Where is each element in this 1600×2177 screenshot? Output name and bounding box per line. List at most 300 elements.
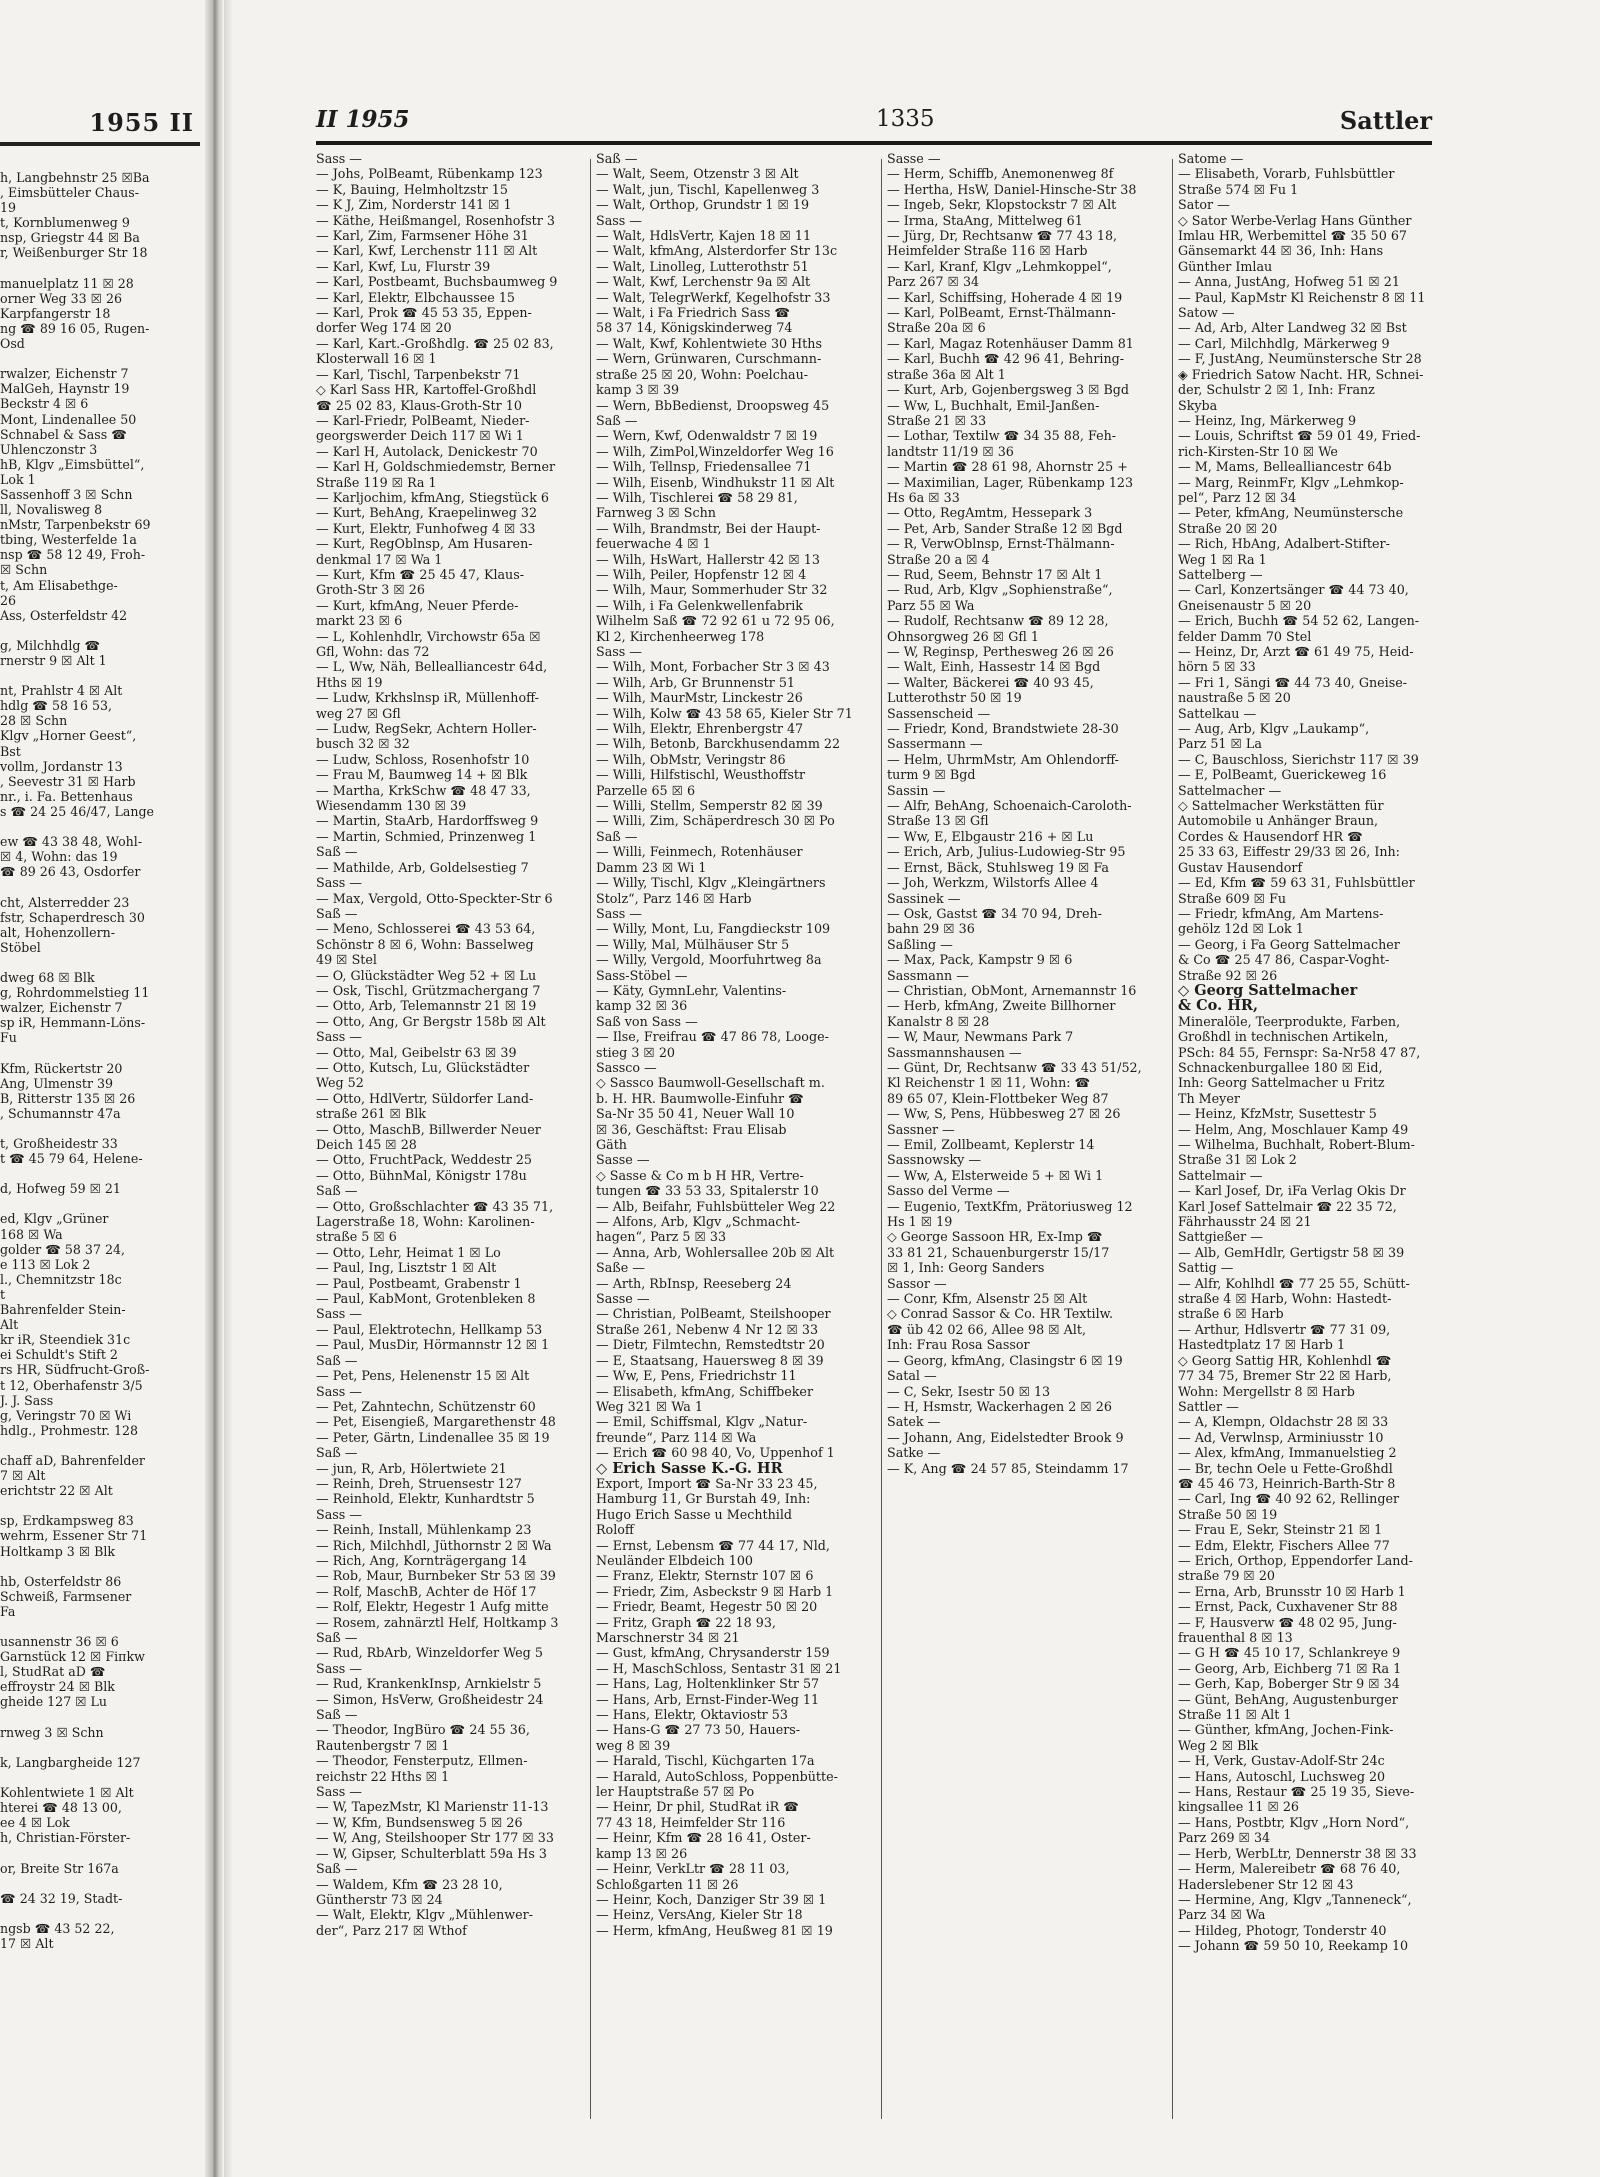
directory-entry-line: Bst: [0, 743, 21, 759]
page-header-volume: II 1955: [316, 106, 410, 133]
directory-entry-line: — Theodor, IngBüro ☎ 24 55 36,: [316, 1722, 530, 1738]
directory-entry-line: — Kurt, BehAng, Kraepelinweg 32: [316, 505, 538, 521]
directory-entry-line: — Karl, Kwf, Lerchenstr 111 ☒ Alt: [316, 243, 538, 259]
directory-entry-line: — Rosem, zahnärztl Helf, Holtkamp 3: [316, 1614, 559, 1630]
directory-entry-line: — Peter, kfmAng, Neumünstersche: [1178, 505, 1404, 521]
directory-entry-line: Hastedtplatz 17 ☒ Harb 1: [1178, 1337, 1346, 1353]
directory-entry-line: Uhlenczonstr 3: [0, 441, 98, 457]
directory-entry-line: — Fri 1, Sängi ☎ 44 73 40, Gneise-: [1178, 674, 1408, 690]
directory-entry-line: — Meno, Schlosserei ☎ 43 53 64,: [316, 921, 536, 937]
directory-entry-line: — Käty, GymnLehr, Valentins-: [596, 982, 787, 998]
directory-entry-line: reichstr 22 Hths ☒ 1: [316, 1768, 450, 1784]
directory-entry-line: Kohlentwiete 1 ☒ Alt: [0, 1785, 134, 1801]
directory-entry-line: freunde“, Parz 114 ☒ Wa: [596, 1429, 757, 1445]
directory-entry-line: Sassinek —: [887, 890, 961, 906]
directory-entry-line: hörn 5 ☒ 33: [1178, 659, 1256, 675]
directory-entry-line: Sassin —: [887, 782, 946, 798]
directory-entry-line: Sass —: [316, 1383, 362, 1399]
directory-entry-line: [0, 1619, 200, 1634]
directory-entry-line: t 12, Oberhafenstr 3/5: [0, 1377, 143, 1393]
directory-entry-line: — E, Staatsang, Hauersweg 8 ☒ 39: [596, 1352, 824, 1368]
directory-entry-line: — A, Klempn, Oldachstr 28 ☒ 33: [1178, 1414, 1389, 1430]
directory-entry-line: straße 79 ☒ 20: [1178, 1568, 1275, 1584]
directory-entry-line: 7 ☒ Alt: [0, 1468, 46, 1484]
directory-entry-line: landtstr 11/19 ☒ 36: [887, 443, 1014, 459]
directory-entry-line: Kanalstr 8 ☒ 28: [887, 1013, 990, 1029]
directory-entry-line: — Ludw, Krkhslnsp iR, Müllenhoff-: [316, 690, 539, 706]
directory-entry-line: Klgv „Horner Geest“,: [0, 728, 137, 744]
directory-entry-line: Sattgießer —: [1178, 1229, 1263, 1245]
directory-entry-line: Straße 50 ☒ 19: [1178, 1506, 1278, 1522]
directory-entry-line: k, Langbargheide 127: [0, 1754, 141, 1770]
directory-entry-line: der“, Parz 217 ☒ Wthof: [316, 1922, 467, 1938]
directory-entry-line: chaff aD, Bahrenfelder: [0, 1452, 145, 1468]
directory-entry-line: — Willy, Mont, Lu, Fangdieckstr 109: [596, 921, 831, 937]
directory-entry-line: Weg 321 ☒ Wa 1: [596, 1398, 703, 1414]
directory-entry-line: Sass-Stöbel —: [596, 967, 688, 983]
directory-entry-line: ◇ Sasse & Co m b H HR, Vertre-: [596, 1167, 804, 1183]
directory-entry-line: — Hans, Arb, Ernst-Finder-Weg 11: [596, 1691, 820, 1707]
directory-entry-line: Sass —: [316, 1784, 362, 1800]
directory-entry-line: Sassermann —: [887, 736, 983, 752]
directory-entry-line: Gustav Hausendorf: [1178, 859, 1303, 875]
directory-entry-line: — Karl, Kranf, Klgv „Lehmkoppel“,: [887, 258, 1112, 274]
directory-entry-line: — Johs, PolBeamt, Rübenkamp 123: [316, 166, 543, 182]
directory-entry-line: Sass —: [596, 212, 642, 228]
directory-entry-line: ◇ Sator Werbe-Verlag Hans Günther: [1178, 212, 1412, 228]
directory-entry-line: — K, Ang ☎ 24 57 85, Steindamm 17: [887, 1460, 1129, 1476]
directory-entry-line: Straße 11 ☒ Alt 1: [1178, 1707, 1292, 1723]
directory-entry-line: — Ww, E, Pens, Friedrichstr 11: [596, 1368, 797, 1384]
directory-entry-line: effroystr 24 ☒ Blk: [0, 1679, 115, 1695]
directory-entry-line: ☎ 89 26 43, Osdorfer: [0, 864, 141, 880]
directory-entry-line: Straße 20a ☒ 6: [887, 320, 986, 336]
directory-entry-line: 89 65 07, Klein-Flottbeker Weg 87: [887, 1090, 1109, 1106]
directory-entry-line: — Paul, Postbeamt, Grabenstr 1: [316, 1275, 522, 1291]
directory-entry-line: Straße 20 a ☒ 4: [887, 551, 990, 567]
directory-entry-line: — Johann ☎ 59 50 10, Reekamp 10: [1178, 1938, 1409, 1954]
directory-entry-line: — Johann, Ang, Eidelstedter Brook 9: [887, 1429, 1124, 1445]
directory-entry-line: Skyba: [1178, 397, 1218, 413]
directory-entry-line: — Max, Pack, Kampstr 9 ☒ 6: [887, 952, 1073, 968]
directory-entry-line: Sass —: [316, 1660, 362, 1676]
directory-entry-line: — Otto, RegAmtm, Hessepark 3: [887, 505, 1093, 521]
directory-entry-line: Marschnerstr 34 ☒ 21: [596, 1630, 740, 1645]
directory-entry-line: — Paul, Ing, Lisztstr 1 ☒ Alt: [316, 1260, 497, 1276]
directory-entry-line: — Willy, Mal, Mülhäuser Str 5: [596, 936, 790, 952]
directory-entry-line: — Hans, Restaur ☎ 25 19 35, Sieve-: [1178, 1784, 1415, 1800]
directory-entry-line: Schönstr 8 ☒ 6, Wohn: Basselweg: [316, 936, 534, 952]
directory-entry-line: Sattelberg —: [1178, 566, 1263, 582]
directory-entry-line: — Joh, Werkzm, Wilstorfs Allee 4: [887, 875, 1099, 891]
directory-entry-line: Gänsemarkt 44 ☒ 36, Inh: Hans: [1178, 243, 1384, 259]
directory-entry-line: Lutterothstr 50 ☒ 19: [887, 690, 1022, 706]
directory-entry-line: — Otto, BühnMal, Königstr 178u: [316, 1167, 527, 1183]
directory-entry-line: — Karljochim, kfmAng, Stiegstück 6: [316, 489, 549, 505]
directory-entry-line: , Schumannstr 47a: [0, 1105, 121, 1121]
directory-entry-line: — Rich, HbAng, Adalbert-Stifter-: [1178, 536, 1390, 552]
directory-entry-line: — Wilhelma, Buchhalt, Robert-Blum-: [1178, 1137, 1415, 1152]
directory-entry-line: Rautenbergstr 7 ☒ 1: [316, 1737, 450, 1753]
directory-entry-line: rwalzer, Eichenstr 7: [0, 366, 129, 382]
directory-entry-line: straße 5 ☒ 6: [316, 1229, 397, 1245]
directory-entry-line: Hs 1 ☒ 19: [887, 1214, 953, 1230]
directory-entry-line: — Karl, Zim, Farmsener Höhe 31: [316, 228, 529, 244]
directory-entry-line: — Wilh, Mont, Forbacher Str 3 ☒ 43: [596, 659, 830, 675]
directory-entry-line: Sasse —: [596, 1291, 650, 1307]
directory-entry-line: Parzelle 65 ☒ 6: [596, 782, 696, 798]
directory-entry-line: — Emil, Schiffsmal, Klgv „Natur-: [596, 1414, 808, 1430]
directory-entry-line: frauenthal 8 ☒ 13: [1178, 1630, 1293, 1645]
directory-entry-line: B, Ritterstr 135 ☒ 26: [0, 1090, 136, 1106]
directory-entry-line: Straße 261, Nebenw 4 Nr 12 ☒ 33: [596, 1321, 819, 1337]
directory-entry-line: — Wilh, Elektr, Ehrenbergstr 47: [596, 721, 804, 737]
directory-entry-line: — Helm, Ang, Moschlauer Kamp 49: [1178, 1121, 1409, 1137]
directory-entry-line: — Walter, Bäckerei ☎ 40 93 45,: [887, 674, 1094, 690]
directory-page: [290, 0, 1440, 2177]
directory-entry-line: — Eugenio, TextKfm, Prätoriusweg 12: [887, 1198, 1133, 1214]
directory-entry-line: ☒ 1, Inh: Georg Sanders: [887, 1260, 1045, 1276]
directory-entry-line: Sattelmacher —: [1178, 782, 1282, 798]
directory-entry-line: g, Rohrdommelstieg 11: [0, 985, 150, 1001]
directory-entry-line: ☒ 4, Wohn: das 19: [0, 849, 118, 865]
directory-entry-line: 19: [0, 200, 17, 216]
directory-entry-line: orner Weg 33 ☒ 26: [0, 290, 122, 306]
directory-entry-line: Lagerstraße 18, Wohn: Karolinen-: [316, 1214, 535, 1230]
directory-entry-line: [0, 955, 200, 970]
directory-entry-line: [0, 1876, 200, 1891]
directory-entry-line: rnweg 3 ☒ Schn: [0, 1724, 104, 1740]
directory-entry-line: Saße —: [596, 1260, 645, 1276]
directory-entry-line: Holtkamp 3 ☒ Blk: [0, 1543, 116, 1559]
directory-entry-line: — H, MaschSchloss, Sentastr 31 ☒ 21: [596, 1660, 842, 1676]
directory-entry-line: Sassenhoff 3 ☒ Schn: [0, 486, 133, 502]
directory-entry-line: — Walt, Einh, Hassestr 14 ☒ Bgd: [887, 659, 1101, 675]
directory-entry-line: Lok 1: [0, 471, 36, 487]
directory-entry-line: — Carl, Ing ☎ 40 92 62, Rellinger: [1178, 1491, 1400, 1507]
directory-entry-line: Weg 52: [316, 1075, 364, 1091]
directory-entry-line: — Heinz, KfzMstr, Susettestr 5: [1178, 1106, 1377, 1122]
directory-entry-line: Fährhausstr 24 ☒ 21: [1178, 1214, 1312, 1230]
directory-entry-line: [0, 261, 200, 276]
directory-entry-line: — Edm, Elektr, Fischers Allee 77: [1178, 1537, 1390, 1553]
directory-entry-line: — Theodor, Fensterputz, Ellmen-: [316, 1753, 528, 1769]
directory-entry-line: Heimfelder Straße 116 ☒ Harb: [887, 243, 1088, 259]
directory-entry-line: Ang, Ulmenstr 39: [0, 1075, 113, 1091]
directory-entry-line: Ass, Osterfeldstr 42: [0, 607, 128, 623]
directory-entry-line: — Jürg, Dr, Rechtsanw ☎ 77 43 18,: [887, 228, 1118, 244]
directory-entry-line: Saßling —: [887, 936, 953, 952]
directory-entry-line: — Walt, Elektr, Klgv „Mühlenwer-: [316, 1907, 534, 1923]
directory-entry-line: — Günt, Dr, Rechtsanw ☎ 33 43 51/52,: [887, 1059, 1142, 1075]
directory-entry-line: — L, Ww, Näh, Bellealliancestr 64d,: [316, 659, 548, 675]
directory-entry-line: Haderslebener Str 12 ☒ 43: [1178, 1876, 1354, 1892]
directory-entry-line: — Otto, Ang, Gr Bergstr 158b ☒ Alt: [316, 1013, 546, 1029]
directory-entry-line: ew ☎ 43 38 48, Wohl-: [0, 834, 143, 850]
directory-entry-line: — Otto, Mal, Geibelstr 63 ☒ 39: [316, 1044, 517, 1060]
directory-entry-line: h, Christian-Förster-: [0, 1830, 131, 1846]
directory-entry-line: Damm 23 ☒ Wi 1: [596, 859, 707, 875]
directory-entry-line: Alt: [0, 1317, 19, 1333]
directory-entry-line: tbing, Westerfelde 1a: [0, 532, 137, 548]
directory-entry-line: — Georg, Arb, Eichberg 71 ☒ Ra 1: [1178, 1660, 1402, 1676]
directory-entry-line: vollm, Jordanstr 13: [0, 758, 123, 774]
directory-entry-line: Saß —: [596, 828, 638, 844]
directory-entry-line: Beckstr 4 ☒ 6: [0, 396, 89, 412]
directory-entry-line: — Willi, Stellm, Semperstr 82 ☒ 39: [596, 798, 823, 814]
directory-entry-line: Güntherstr 73 ☒ 24: [316, 1891, 443, 1907]
directory-entry-line: — Conr, Kfm, Alsenstr 25 ☒ Alt: [887, 1291, 1088, 1307]
directory-entry-line: b. H. HR. Baumwolle-Einfuhr ☎: [596, 1090, 804, 1106]
directory-entry-line: Kl 2, Kirchenheerweg 178: [596, 628, 765, 644]
page-number: 1335: [876, 106, 935, 132]
column-divider: [881, 159, 882, 2119]
directory-entry-line: — Aug, Arb, Klgv „Laukamp“,: [1178, 721, 1370, 737]
directory-entry-line: — Erich ☎ 60 98 40, Vo, Uppenhof 1: [596, 1445, 835, 1461]
directory-entry-line: — Friedr, Beamt, Hegestr 50 ☒ 20: [596, 1599, 818, 1615]
directory-entry-line: sp, Erdkampsweg 83: [0, 1513, 134, 1529]
column-divider: [1172, 159, 1173, 2119]
directory-entry-line: — Hans, Postbtr, Klgv „Horn Nord“,: [1178, 1814, 1410, 1830]
directory-entry-line: — Alfr, Kohlhdl ☎ 77 25 55, Schütt-: [1178, 1275, 1410, 1291]
directory-entry-line: t, Am Elisabethge-: [0, 577, 118, 593]
directory-entry-line: — Wern, Grünwaren, Curschmann-: [596, 351, 822, 367]
directory-entry-line: weg 8 ☒ 39: [596, 1737, 671, 1753]
directory-entry-line: Parz 55 ☒ Wa: [887, 597, 975, 613]
directory-entry-line: — Erna, Arb, Brunsstr 10 ☒ Harb 1: [1178, 1583, 1406, 1599]
directory-entry-line: — Wilh, Arb, Gr Brunnenstr 51: [596, 674, 795, 690]
directory-entry-line: h, Langbehnstr 25 ☒Ba: [0, 170, 150, 185]
directory-entry-line: — E, PolBeamt, Guerickeweg 16: [1178, 767, 1387, 783]
directory-entry-line: — Paul, KapMstr Kl Reichenstr 8 ☒ 11: [1178, 289, 1426, 305]
directory-entry-line: Kl Reichenstr 1 ☒ 11, Wohn: ☎: [887, 1075, 1091, 1091]
directory-entry-line: — Alb, GemHdlr, Gertigstr 58 ☒ 39: [1178, 1244, 1405, 1260]
directory-entry-line: Straße 119 ☒ Ra 1: [316, 474, 437, 490]
directory-entry-line: Straße 13 ☒ Gfl: [887, 813, 989, 829]
directory-entry-line: Sassnowsky —: [887, 1152, 982, 1168]
directory-entry-line: — Ludw, Schloss, Rosenhofstr 10: [316, 751, 530, 767]
directory-entry-line: kamp 13 ☒ 26: [596, 1845, 688, 1861]
directory-entry-line: — Herm, Schiffb, Anemonenweg 8f: [887, 166, 1114, 182]
directory-entry-line: — Gust, kfmAng, Chrysanderstr 159: [596, 1645, 830, 1661]
directory-entry-line: — Friedr, Zim, Asbeckstr 9 ☒ Harb 1: [596, 1583, 834, 1599]
directory-entry-line: — Heinr, Dr phil, StudRat iR ☎: [596, 1799, 800, 1815]
directory-entry-line: — Wilh, Tischlerei ☎ 58 29 81,: [596, 489, 798, 505]
directory-entry-line: Sassenscheid —: [887, 705, 991, 721]
directory-entry-line: — Hertha, HsW, Daniel-Hinsche-Str 38: [887, 181, 1137, 197]
directory-entry-line: — Wilh, MaurMstr, Linckestr 26: [596, 690, 803, 706]
directory-entry-line: Sattler —: [1178, 1398, 1239, 1414]
directory-entry-line: nsp ☎ 58 12 49, Froh-: [0, 547, 146, 563]
directory-entry-line: — Karl, Buchh ☎ 42 96 41, Behring-: [887, 351, 1125, 367]
directory-entry-line: Sasse —: [596, 1152, 650, 1168]
directory-entry-line: — Ww, E, Elbgaustr 216 + ☒ Lu: [887, 828, 1094, 844]
directory-entry-line: Sass —: [596, 644, 642, 659]
directory-entry-line: Neuländer Elbdeich 100: [596, 1552, 753, 1568]
directory-entry-line: — Walt, TelegrWerkf, Kegelhofstr 33: [596, 289, 831, 305]
directory-entry-line: — Lothar, Textilw ☎ 34 35 88, Feh-: [887, 428, 1117, 444]
directory-entry-line: stieg 3 ☒ 20: [596, 1044, 675, 1060]
directory-entry-line: — Peter, Gärtn, Lindenallee 35 ☒ 19: [316, 1429, 550, 1445]
directory-entry-line: ◇ Karl Sass HR, Kartoffel-Großhdl: [316, 382, 537, 398]
directory-entry-line: — Mathilde, Arb, Goldelsestieg 7: [316, 859, 529, 875]
directory-entry-line: Saß —: [596, 412, 638, 428]
directory-entry-line: Farnweg 3 ☒ Schn: [596, 505, 716, 521]
directory-entry-line: — Rolf, MaschB, Achter de Höf 17: [316, 1583, 537, 1599]
directory-entry-line: — Elisabeth, Vorarb, Fuhlsbüttler: [1178, 166, 1395, 182]
directory-entry-line: — G H ☎ 45 10 17, Schlankreye 9: [1178, 1645, 1401, 1661]
directory-entry-line: — Wern, BbBedienst, Droopsweg 45: [596, 397, 830, 413]
directory-entry-line: — Käthe, Heißmangel, Rosenhofstr 3: [316, 212, 555, 228]
directory-entry-line: — Otto, MaschB, Billwerder Neuer: [316, 1121, 541, 1137]
directory-entry-line: hB, Klgv „Eimsbüttel“,: [0, 456, 145, 472]
directory-entry-line: — Christian, PolBeamt, Steilshooper: [596, 1306, 831, 1322]
directory-entry-line: ◇ Georg Sattig HR, Kohlenhdl ☎: [1178, 1352, 1392, 1368]
directory-entry-line: — Kurt, Kfm ☎ 25 45 47, Klaus-: [316, 566, 525, 582]
directory-entry-line: — Ludw, RegSekr, Achtern Holler-: [316, 721, 537, 737]
directory-entry-line: Saß —: [316, 1630, 358, 1645]
directory-entry-line: — Hans, Elektr, Oktaviostr 53: [596, 1707, 788, 1723]
directory-entry-line: — Wilh, Tellnsp, Friedensallee 71: [596, 459, 812, 475]
left-page-header: 1955 II: [89, 108, 194, 137]
directory-entry-line: Sass —: [316, 1029, 362, 1045]
directory-entry-line: J. J. Sass: [0, 1392, 54, 1408]
directory-entry-line: — Kurt, kfmAng, Neuer Pferde-: [316, 597, 519, 613]
directory-entry-line: bahn 29 ☒ 36: [887, 921, 975, 937]
directory-entry-line: — Wilh, ObMstr, Veringstr 86: [596, 751, 786, 767]
directory-entry-line: — W, Maur, Newmans Park 7: [887, 1029, 1074, 1045]
directory-entry-line: nsp, Griegstr 44 ☒ Ba: [0, 230, 140, 246]
directory-entry-line: Satow —: [1178, 305, 1235, 321]
directory-entry-line: Sasse —: [887, 151, 941, 166]
directory-entry-line: — Rud, Seem, Behnstr 17 ☒ Alt 1: [887, 566, 1103, 582]
directory-entry-line: hdlg ☎ 58 16 53,: [0, 698, 113, 714]
directory-entry-line: Satome —: [1178, 151, 1244, 166]
directory-entry-line: [0, 819, 200, 834]
directory-entry-line: , Eimsbütteler Chaus-: [0, 185, 139, 201]
directory-entry-line: — Walt, Seem, Otzenstr 3 ☒ Alt: [596, 166, 799, 182]
directory-entry-line: — Alfr, BehAng, Schoenaich-Caroloth-: [887, 798, 1132, 814]
left-page-column: [0, 170, 200, 1951]
directory-entry-line: Sator —: [1178, 197, 1230, 213]
directory-entry-line: ngsb ☎ 43 52 22,: [0, 1920, 115, 1936]
directory-entry-line: fstr, Schaperdresch 30: [0, 909, 145, 925]
directory-entry-line: Mont, Lindenallee 50: [0, 411, 137, 427]
directory-entry-line: — Ernst, Bäck, Stuhlsweg 19 ☒ Fa: [887, 859, 1109, 875]
directory-entry-line: — Günther, kfmAng, Jochen-Fink-: [1178, 1722, 1394, 1738]
directory-entry-line: — Ilse, Freifrau ☎ 47 86 78, Looge-: [596, 1029, 829, 1045]
directory-entry-line: — H, Hsmstr, Wackerhagen 2 ☒ 26: [887, 1398, 1112, 1414]
directory-entry-line: naustraße 5 ☒ 20: [1178, 690, 1291, 706]
directory-entry-line: — Osk, Gastst ☎ 34 70 94, Dreh-: [887, 905, 1102, 921]
directory-entry-line: alt, Hohenzollern-: [0, 924, 115, 940]
directory-entry-line: Bahrenfelder Stein-: [0, 1302, 126, 1318]
directory-entry-line: — K J, Zim, Norderstr 141 ☒ 1: [316, 197, 512, 213]
directory-entry-line: — Rolf, Elektr, Hegestr 1 Aufg mitte: [316, 1599, 549, 1615]
directory-entry-line: — Martin, StaArb, Hardorffsweg 9: [316, 813, 539, 829]
directory-entry-line: erichtstr 22 ☒ Alt: [0, 1483, 113, 1499]
directory-entry-line: PSch: 84 55, Fernspr: Sa-Nr58 47 87,: [1178, 1044, 1421, 1060]
directory-entry-line: g, Milchhdlg ☎: [0, 637, 101, 653]
directory-entry-line: Sasso del Verme —: [887, 1183, 1010, 1199]
directory-entry-line: Gneisenaustr 5 ☒ 20: [1178, 597, 1312, 613]
directory-entry-line: — Walt, Linolleg, Lutterothstr 51: [596, 258, 809, 274]
directory-entry-line: 77 43 18, Heimfelder Str 116: [596, 1814, 786, 1830]
directory-entry-line: kr iR, Steendiek 31c: [0, 1332, 131, 1348]
directory-entry-line: — Wilh, Brandmstr, Bei der Haupt-: [596, 520, 821, 536]
directory-entry-line: straße 25 ☒ 20, Wohn: Poelchau-: [596, 366, 809, 382]
directory-entry-line: — Friedr, Kond, Brandstwiete 28-30: [887, 721, 1119, 737]
directory-entry-line: — Reinhold, Elektr, Kunhardtstr 5: [316, 1491, 535, 1507]
directory-entry-line: hb, Osterfeldstr 86: [0, 1573, 122, 1589]
directory-entry-line: Osd: [0, 336, 25, 352]
directory-entry-line: — Walt, HdlsVertr, Kajen 18 ☒ 11: [596, 228, 812, 244]
directory-entry-line: rich-Kirsten-Str 10 ☒ We: [1178, 443, 1338, 459]
directory-entry-line: — Walt, Orthop, Grundstr 1 ☒ 19: [596, 197, 810, 213]
directory-entry-line: l, StudRat aD ☎: [0, 1664, 106, 1680]
directory-entry-line: , Seevestr 31 ☒ Harb: [0, 773, 136, 789]
directory-entry-line: — Br, techn Oele u Fette-Großhdl: [1178, 1460, 1393, 1476]
directory-entry-line: straße 6 ☒ Harb: [1178, 1306, 1284, 1322]
directory-entry-line: Sattelkau —: [1178, 705, 1257, 721]
directory-entry-line: — Ww, S, Pens, Hübbesweg 27 ☒ 26: [887, 1106, 1121, 1122]
directory-entry-line: — Willi, Zim, Schäperdresch 30 ☒ Po: [596, 813, 835, 829]
directory-entry-line: Sassmannshausen —: [887, 1044, 1022, 1060]
directory-entry-line: — K, Bauing, Helmholtzstr 15: [316, 181, 508, 197]
directory-entry-line: — Arth, RbInsp, Reeseberg 24: [596, 1275, 792, 1291]
directory-entry-line: — Karl, Tischl, Tarpenbekstr 71: [316, 366, 521, 382]
directory-entry-line: Schnackenburgallee 180 ☒ Eid,: [1178, 1059, 1383, 1075]
directory-entry-line: — Kurt, RegOblnsp, Am Husaren-: [316, 536, 533, 552]
directory-entry-line: ee 4 ☒ Lok: [0, 1815, 70, 1831]
directory-entry-line: weg 27 ☒ Gfl: [316, 705, 401, 721]
directory-entry-line: wehrm, Essener Str 71: [0, 1528, 148, 1544]
directory-entry-line: denkmal 17 ☒ Wa 1: [316, 551, 443, 567]
directory-entry-line: — Alfons, Arb, Klgv „Schmacht-: [596, 1214, 801, 1230]
directory-entry-line: — W, Gipser, Schulterblatt 59a Hs 3: [316, 1845, 547, 1861]
directory-entry-line: — Heinz, VersAng, Kieler Str 18: [596, 1907, 803, 1923]
directory-entry-line: — Heinr, Koch, Danziger Str 39 ☒ 1: [596, 1891, 827, 1907]
directory-column-1: [316, 151, 584, 2126]
directory-entry-line: — Martin ☎ 28 61 98, Ahornstr 25 +: [887, 459, 1128, 475]
directory-entry-line: — Wilh, Betonb, Barckhusendamm 22: [596, 736, 841, 752]
directory-entry-line: — Otto, Kutsch, Lu, Glückstädter: [316, 1059, 530, 1075]
directory-entry-line: — W, Kfm, Bundsensweg 5 ☒ 26: [316, 1814, 523, 1830]
directory-entry-line: [0, 879, 200, 894]
directory-entry-line: — Harald, Tischl, Küchgarten 17a: [596, 1753, 815, 1769]
directory-entry-line: [0, 351, 200, 366]
directory-entry-line: — Ww, L, Buchhalt, Emil-Janßen-: [887, 397, 1100, 413]
directory-entry-line: Karpfangerstr 18: [0, 305, 111, 321]
directory-entry-line: — Rich, Milchhdl, Jüthornstr 2 ☒ Wa: [316, 1537, 552, 1553]
directory-entry-line: — Ernst, Lebensm ☎ 77 44 17, Nld,: [596, 1537, 830, 1553]
directory-entry-line: Saß —: [316, 905, 358, 921]
directory-entry-line: cht, Alsterredder 23: [0, 894, 130, 910]
directory-entry-line: — Anna, Arb, Wohlersallee 20b ☒ Alt: [596, 1244, 835, 1260]
directory-entry-line: Wiesendamm 130 ☒ 39: [316, 798, 467, 814]
directory-entry-line: [0, 1166, 200, 1181]
directory-entry-line: — Hermine, Ang, Klgv „Tanneneck“,: [1178, 1891, 1412, 1907]
directory-entry-line: walzer, Eichenstr 7: [0, 1000, 123, 1016]
directory-entry-line: — W, TapezMstr, Kl Marienstr 11-13: [316, 1799, 549, 1815]
directory-entry-line: MalGeh, Haynstr 19: [0, 381, 130, 397]
directory-entry-line: Saß —: [596, 151, 638, 166]
directory-entry-line: — Maximilian, Lager, Rübenkamp 123: [887, 474, 1134, 490]
directory-entry-line: straße 36a ☒ Alt 1: [887, 366, 1006, 382]
directory-entry-line: ed, Klgv „Grüner: [0, 1211, 109, 1227]
directory-entry-line: nMstr, Tarpenbekstr 69: [0, 517, 151, 533]
page-header: [316, 106, 1432, 140]
